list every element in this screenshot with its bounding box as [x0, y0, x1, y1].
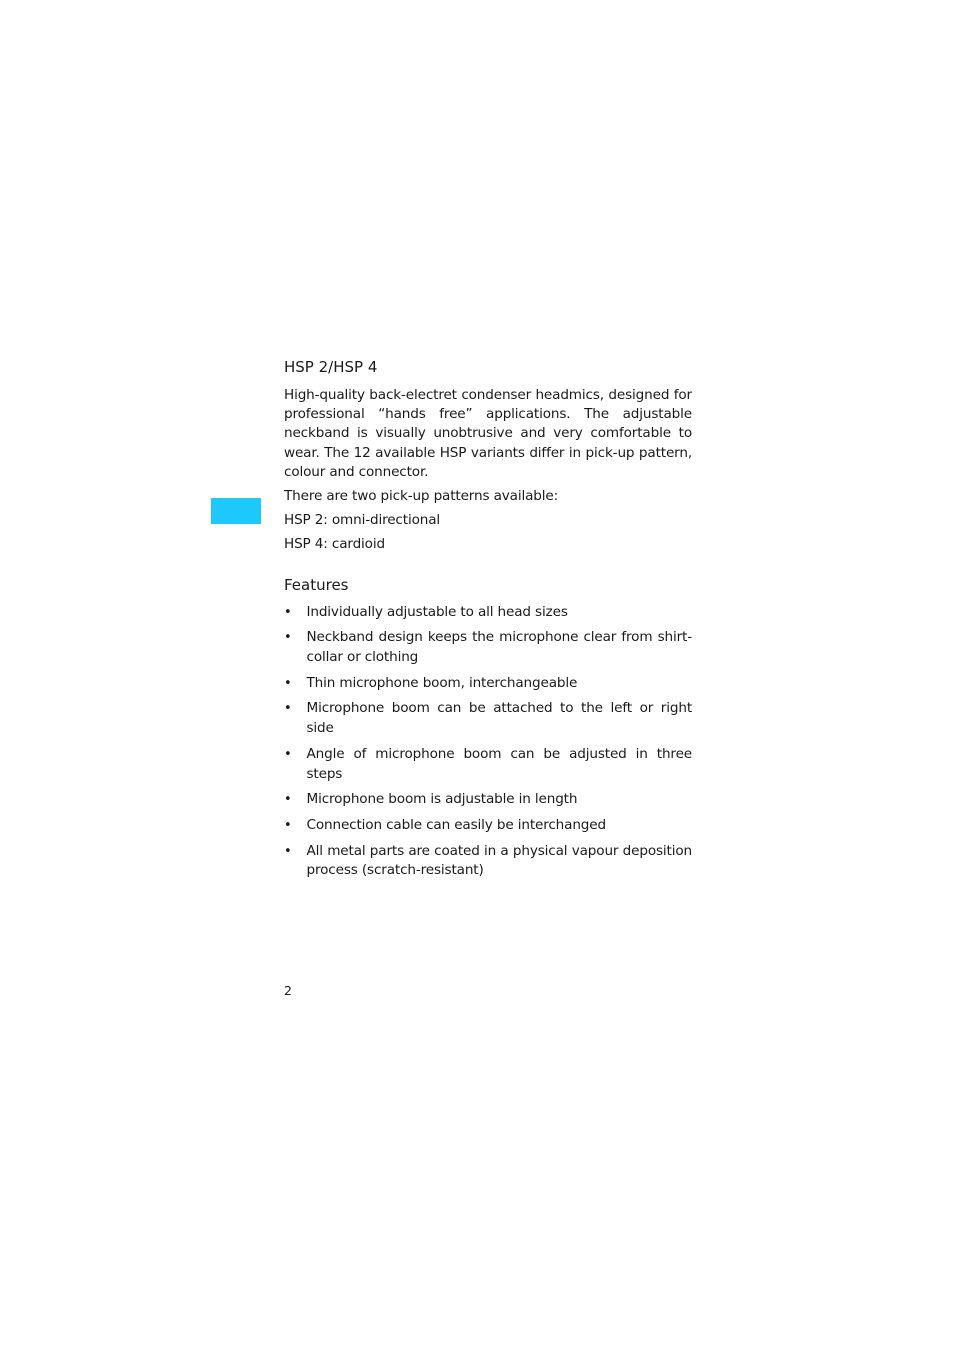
bullet-icon: • [284, 701, 292, 717]
feature-item [284, 628, 692, 667]
bullet-icon: • [284, 630, 292, 646]
features-list [284, 603, 692, 881]
bullet-icon: • [284, 675, 292, 691]
feature-item [284, 674, 692, 694]
feature-item [284, 603, 692, 623]
feature-item [284, 816, 692, 836]
feature-text: Angle of microphone boom can be adjusted in three steps [306, 745, 692, 782]
features-title: Features [284, 575, 349, 594]
feature-text: All metal parts are coated in a physical vapour deposition process (scratch-resistant) [306, 842, 692, 879]
intro-paragraph: High-quality back-electret condenser headmics, designed for professional “hands free” applications. The adjustable neckband is visually unobtrusive and very comfortable to wear. The 12 available HSP variants differ in pick-up pattern, colour and connector. [284, 387, 692, 480]
bullet-icon: • [284, 604, 292, 620]
feature-item [284, 745, 692, 784]
patterns-intro: There are two pick-up patterns available: [284, 488, 559, 505]
content-column [284, 357, 692, 887]
feature-item [284, 790, 692, 810]
pattern-hsp2: HSP 2: omni-directional [284, 512, 441, 529]
bullet-icon: • [284, 792, 292, 808]
feature-text: Connection cable can easily be interchanged [306, 816, 606, 833]
pattern-hsp4: HSP 4: cardioid [284, 536, 385, 553]
bullet-icon: • [284, 843, 292, 859]
page-number: 2 [284, 983, 292, 998]
bullet-icon: • [284, 746, 292, 762]
feature-item [284, 842, 692, 881]
feature-item [284, 699, 692, 738]
feature-text: Neckband design keeps the microphone clear from shirt-collar or clothing [306, 629, 692, 666]
feature-text: Microphone boom can be attached to the left or right side [306, 700, 692, 737]
chapter-tab-marker [211, 498, 261, 524]
feature-text: Individually adjustable to all head sizes [306, 603, 568, 620]
bullet-icon: • [284, 817, 292, 833]
feature-text: Microphone boom is adjustable in length [306, 791, 578, 808]
feature-text: Thin microphone boom, interchangeable [306, 674, 578, 691]
section-title: HSP 2/HSP 4 [284, 358, 378, 376]
